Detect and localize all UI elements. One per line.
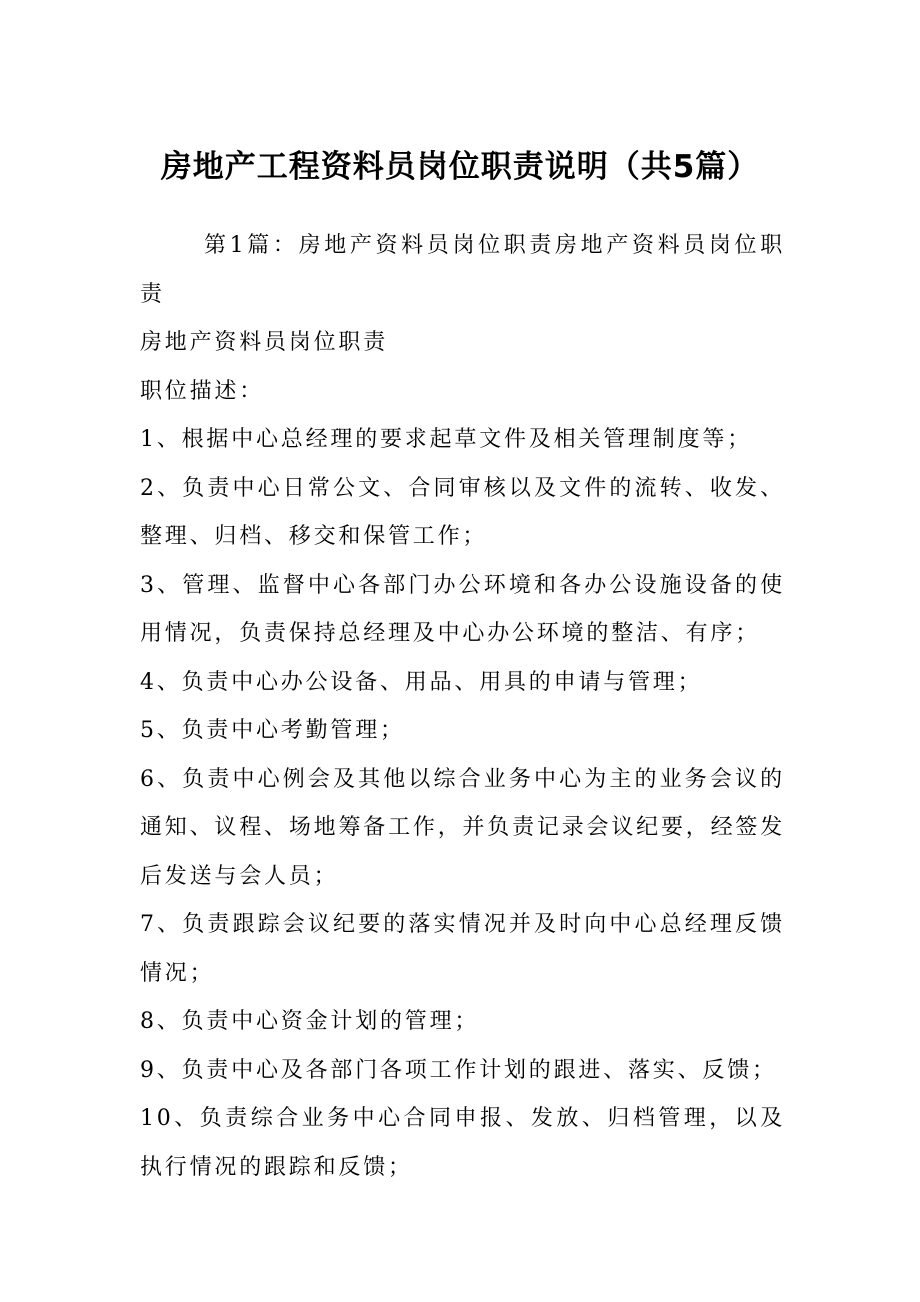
duty-item: 9、负责中心及各部门各项工作计划的跟进、落实、反馈；: [140, 1057, 777, 1083]
duty-item: 10、负责综合业务中心合同申报、发放、归档管理，以及执行情况的跟踪和反馈；: [140, 1106, 785, 1180]
document-body: [140, 222, 785, 1192]
duty-item: 5、负责中心考勤管理；: [140, 718, 405, 743]
duty-item: 2、负责中心日常公文、合同审核以及文件的流转、收发、整理、归档、移交和保管工作；: [140, 475, 785, 549]
duty-item: 1、根据中心总经理的要求起草文件及相关管理制度等；: [140, 427, 752, 452]
document-title: 房地产工程资料员岗位职责说明（共5篇）: [160, 149, 760, 185]
chapter-heading: 第1篇：房地产资料员岗位职责房地产资料员岗位职责: [140, 233, 785, 307]
duty-item: 6、负责中心例会及其他以综合业务中心为主的业务会议的通知、议程、场地筹备工作，并负责记录会议纪要，经签发后发送与会人员；: [140, 766, 785, 889]
duty-item: 8、负责中心资金计划的管理；: [140, 1009, 480, 1034]
section-heading: 房地产资料员岗位职责: [140, 330, 389, 355]
duty-item: 7、负责跟踪会议纪要的落实情况并及时向中心总经理反馈情况；: [140, 912, 785, 986]
duty-item: 4、负责中心办公设备、用品、用具的申请与管理；: [140, 669, 703, 695]
duty-item: 3、管理、监督中心各部门办公环境和各办公设施设备的使用情况，负责保持总经理及中心办公环境的整洁、有序；: [140, 572, 785, 646]
job-description-label: 职位描述：: [140, 378, 265, 404]
